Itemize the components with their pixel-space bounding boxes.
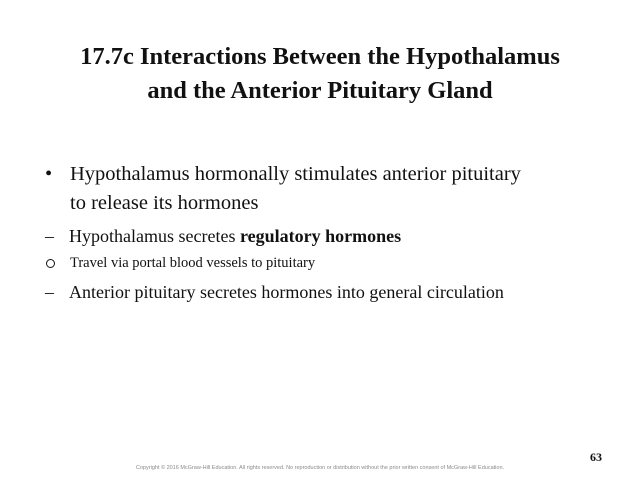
hollow-circle-bullet-icon <box>46 259 55 268</box>
dash-bullet-icon: – <box>45 226 54 246</box>
bullet-level-1-line-2: to release its hormones <box>70 192 259 214</box>
bullet-level-1-text <box>70 160 610 218</box>
bullet-dot-icon: • <box>45 163 53 185</box>
page-number: 63 <box>590 450 602 464</box>
bullet-level-1 <box>45 160 521 214</box>
sub-bullet-1-text <box>69 224 401 248</box>
sub-bullet-1-text-bold: regulatory hormones <box>239 226 402 246</box>
slide-title-line-2: and the Anterior Pituitary Gland <box>147 77 493 104</box>
slide-title <box>20 40 620 108</box>
slide-title-line-1: 17.7c Interactions Between the Hypothalamus <box>80 43 560 70</box>
sub-sub-bullet-1-text: Travel via portal blood vessels to pituitary <box>70 255 316 271</box>
dash-bullet-icon: – <box>45 282 54 302</box>
sub-bullet-1-text-plain: Hypothalamus secretes <box>69 226 240 246</box>
copyright-notice: Copyright © 2016 McGraw-Hill Education. All rights reserved. No reproduction or distribution without the prior written consent of McGraw-Hill Education. <box>135 465 505 471</box>
sub-bullet-2-text: Anterior pituitary secretes hormones into general circulation <box>69 282 504 302</box>
bullet-level-1-line-1: Hypothalamus hormonally stimulates anterior pituitary <box>70 163 521 185</box>
